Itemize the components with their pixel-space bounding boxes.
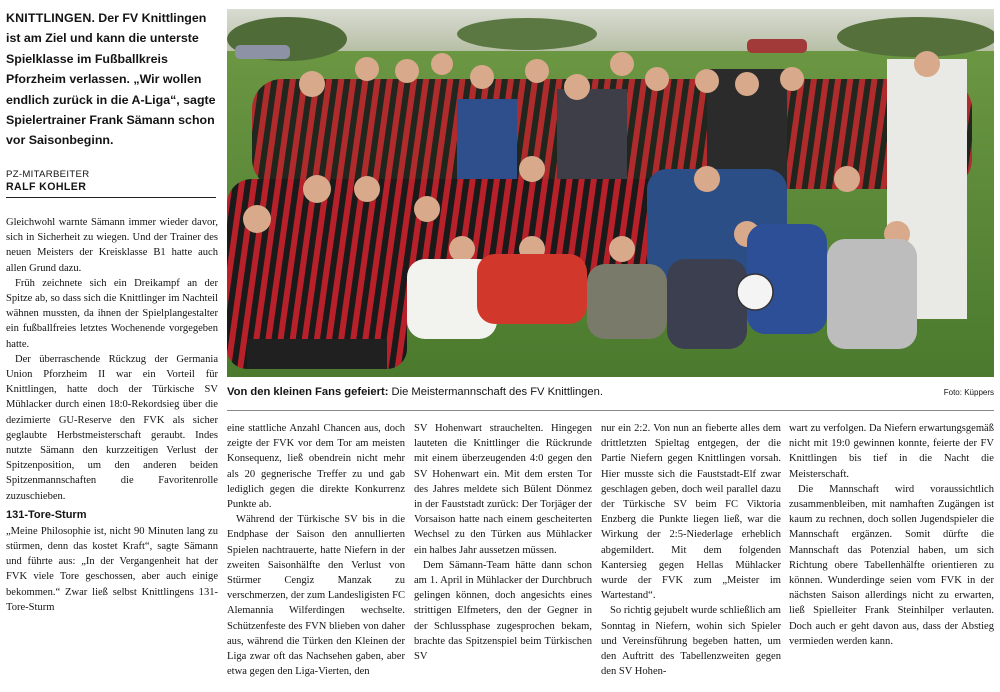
article-column-4 [601,421,781,679]
paragraph: Dem Sämann-Team hätte dann schon am 1. April in Mühlacker der Durchbruch gelingen können, doch angesichts eines strittigen Elfmeters, den der Gegner in der Schlussphase zugesprochen bekam, brachte das Spitzenspiel beim Türkischen SV [414,559,592,663]
paragraph: Gleichwohl warnte Sämann immer wieder davor, sich in Sicherheit zu wiegen. Und der Trainer des neuen Meisters der Kreisklasse B1 hatte auch allen Grund dazu. [6,217,218,274]
article-column-1 [6,215,218,615]
article-column-2 [227,421,405,679]
team-photo [227,9,994,377]
paragraph: Der überraschende Rückzug der Germania Union Pforzheim II war ein Vorteil für Knittlingen, hatte doch der Türkische SV Mühlacker durch einen 18:0-Rekordsieg über die dezimierte GU-Reserve den FVK als sicher geglaubte Herbstmeisterschaft geraubt. Indes nutzte Sämann den kurzzeitigen Verlust der Spitzenposition, um den anderen beiden Spitzenmannschaften die Favoritenrolle zuzuschieben. [6,353,218,502]
byline-role: PZ-MITARBEITER [6,169,90,180]
paragraph: nur ein 2:2. Von nun an fieberte alles dem drittletzten Spieltag entgegen, der die Partie Niefern gegen Knittlingen vorsah. Hier musste sich die Fauststadt-Elf zwar geschlagen geben, doch weil parallel dazu der Türkische SV beim FC Viktoria Enzberg die Punkte liegen ließ, war die Wirkung der 2:5-Niederlage erheblich abgemildert. Mit dem folgenden Kantersieg gegen Hellas Mühlacker wurde der FVK zum „Meister im Wartestand“. [601,423,781,602]
photo-caption [227,386,994,404]
photo-credit: Foto: Küppers [943,388,994,397]
subheading: 131-Tore-Sturm [6,508,87,521]
article-column-5 [789,421,994,649]
football [737,274,773,310]
byline-name: RALF KOHLER [6,181,87,193]
lead-text: Der FV Knittlingen ist am Ziel und kann die unterste Spielklasse im Fußballkreis Pforzheim verlassen. „Wir wollen endlich zurück in die A-Liga“, sagte Spielertrainer Frank Sämann schon vor Saisonbeginn. [6,11,216,148]
paragraph: eine stattliche Anzahl Chancen aus, doch zeigte der FVK vor dem Tor am meisten Konsequenz, ließ obendrein nicht mehr als 20 gegnerische Treffer zu und gab lediglich gegen die direkte Konkurrenz Punkte ab. [227,423,405,511]
paragraph: „Meine Philosophie ist, nicht 90 Minuten lang zu stürmen, denn das kostet Kraft“, sagte Sämann und führte aus: „In der Vergangenheit hat der FVK viele Tore geschossen, aber auch einige bekommen.“ Zwar ließ selbst Knittlingens 131-Tore-Sturm [6,525,218,613]
team-front-left [227,259,407,369]
paragraph: So richtig gejubelt wurde schließlich am Sonntag in Niefern, wohin sich Spieler und Vereinsführung begeben hatten, um den Auftritt des Tabellenzweiten gegen den SV Hohen- [601,605,781,678]
caption-text: Die Meistermannschaft des FV Knittlingen. [391,386,603,398]
paragraph: Während der Türkische SV bis in die Endphase der Saison den annullierten Spielen nachtrauerte, hatte Niefern in der zweiten Saisonhälfte den Verlust von Stürmer Cengiz Manzak zu verschmerzen, der zum Landesligisten FC Alemannia Wilferdingen wechselte. Schützenfeste des FVN blieben von daher aus, während die Türken den Kleinen der Liga zwar oft das Nachsehen gaben, aber etwa gegen den Liga-Vierten, den [227,514,405,678]
caption-lead: Von den kleinen Fans gefeiert: [227,386,389,398]
paragraph: Früh zeichnete sich ein Dreikampf an der Spitze ab, so dass sich die Knittlinger im Nachteil wähnen mussten, da ihnen der Spielplangestalter ein fußballfreies letztes Wochenende vorgegeben hatte. [6,277,218,350]
byline-divider [6,197,216,198]
caption-divider [227,410,994,411]
paragraph: wart zu verfolgen. Da Niefern erwartungsgemäß nicht mit 19:0 gewinnen konnte, feierte der FV Knittlingen bis tief in die Nacht die Meisterschaft. [789,423,994,480]
paragraph: Die Mannschaft wird voraussichtlich zusammenbleiben, mit namhaften Zugängen ist kaum zu rechnen, doch sollen Jugendspieler die Mannschaft ergänzen. Somit dürfte die Mannschaft das Potenzial haben, um sich Richtung obere Tabellenhälfte orientieren zu können. Wunderdinge seien vom FVK in der nächsten Saison allerdings nicht zu erwarten, ließ Spielleiter Frank Steinhilper verlauten. Doch auch er geht davon aus, dass der Abstieg vermieden werden kann. [789,483,994,647]
paragraph: SV Hohenwart strauchelten. Hingegen lauteten die Knittlinger die Rückrunde mit einem überzeugenden 4:0 gegen den SV Hohenwart ein. Mit dem ersten Tor des Jahres meldete sich Bülent Dönmez in der Fauststadt zurück: Der Torjäger der Vorsaison hatte nach einem gescheiterten Wechsel zu den Türken aus Mühlacker ein halbes Jahr aussetzen müssen. [414,423,592,556]
lead-paragraph [6,8,220,151]
dateline: KNITTLINGEN. [6,11,96,25]
article-column-3 [414,421,592,664]
